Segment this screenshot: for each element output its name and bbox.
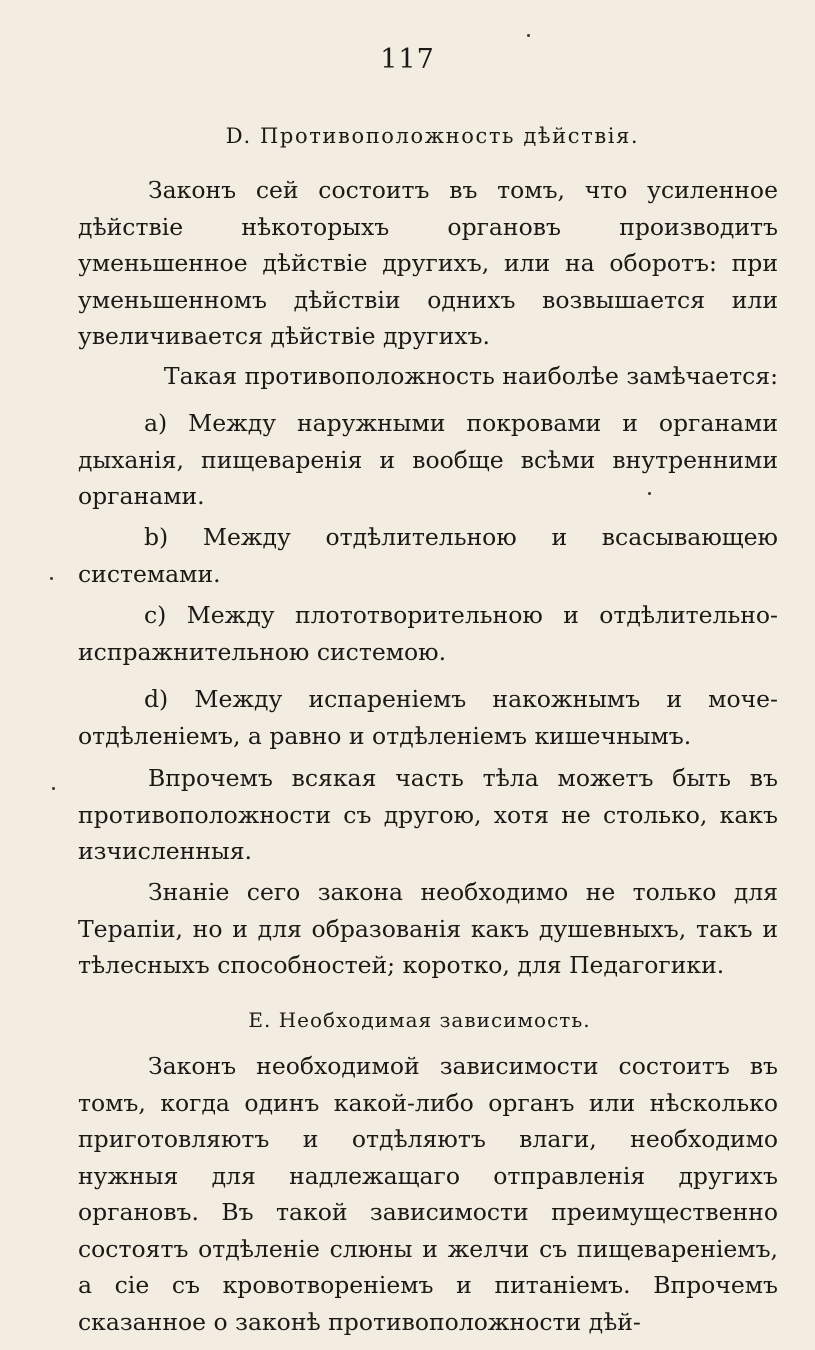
print-speck	[50, 577, 53, 580]
paragraph-intro-list: Такая противоположность наиболѣе замѣчается:	[163, 362, 778, 390]
list-item-c: c) Между плототворительною и отдѣлительно-испражнительною системою.	[78, 601, 778, 666]
paragraph-knowledge: Знаніе сего закона необходимо не только для Терапіи, но и для образованія какъ душевныхъ, такъ и тѣлесныхъ способностей; коротко, для Педагогики.	[78, 878, 778, 979]
print-speck	[648, 492, 651, 495]
section-heading-d: D. Противоположность дѣйствія.	[225, 124, 640, 148]
print-speck	[52, 787, 55, 790]
list-item-d: d) Между испареніемъ накожнымъ и моче-отдѣленіемъ, а равно и отдѣленіемъ кишечнымъ.	[78, 685, 778, 750]
page-number: 117	[380, 44, 435, 75]
list-item-a: a) Между наружными покровами и органами дыханія, пищеваренія и вообще всѣми внутренними органами.	[78, 409, 778, 510]
paragraph-any-part: Впрочемъ всякая часть тѣла можетъ быть въ противоположности съ другою, хотя не столько, какъ изчисленныя.	[78, 764, 778, 865]
paragraph-dependency-law: Законъ необходимой зависимости состоитъ въ томъ, когда одинъ какой-либо органъ или нѣсколько приготовляютъ и отдѣляютъ влаги, необходимо нужныя для надлежащаго отправленія другихъ органовъ. Въ такой зависимости преимущественно состоятъ отдѣленіе слюны и желчи съ пищевареніемъ, а сіе съ кровотвореніемъ и питаніемъ. Впрочемъ сказанное о законѣ противоположности дѣй-	[78, 1052, 778, 1336]
print-speck	[527, 34, 530, 37]
paragraph-law-statement: Законъ сей состоитъ въ томъ, что усиленное дѣйствіе нѣкоторыхъ органовъ производитъ уменьшенное дѣйствіе другихъ, или на оборотъ: при уменьшенномъ дѣйствіи однихъ возвышается или увеличивается дѣйствіе другихъ.	[78, 176, 778, 350]
section-heading-e: E. Необходимая зависимость.	[248, 1008, 591, 1032]
list-item-b: b) Между отдѣлительною и всасывающею системами.	[78, 523, 778, 588]
